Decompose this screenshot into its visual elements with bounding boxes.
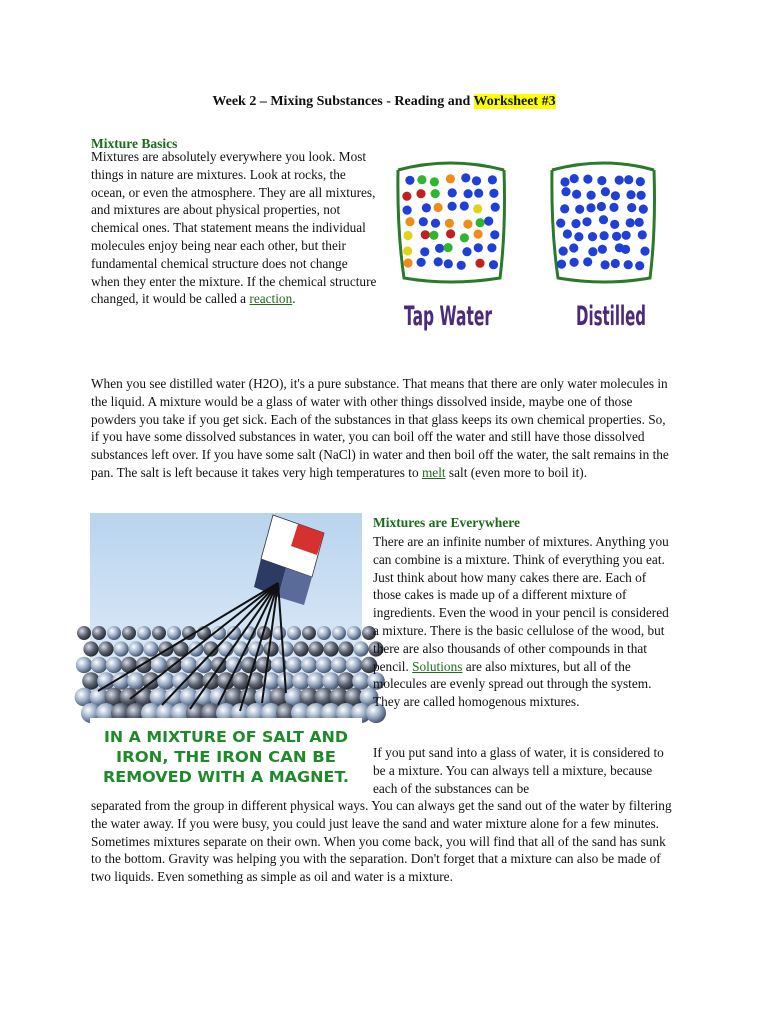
particle xyxy=(272,626,286,640)
molecule-dot xyxy=(570,174,579,183)
molecule-dot xyxy=(556,219,565,228)
molecule-dot xyxy=(624,175,633,184)
molecule-dot xyxy=(569,243,578,252)
page-title xyxy=(0,94,768,110)
particle xyxy=(83,641,98,656)
molecule-dot xyxy=(570,258,579,267)
particle xyxy=(337,672,355,690)
tap-water-label: Tap Water xyxy=(404,301,493,332)
molecule-dot xyxy=(559,247,568,256)
particle xyxy=(316,657,332,673)
molecule-dot xyxy=(610,220,619,229)
molecule-dot xyxy=(627,203,636,212)
molecule-dot xyxy=(597,176,606,185)
molecule-dot xyxy=(430,177,439,186)
particle xyxy=(302,626,316,640)
particle xyxy=(76,657,92,673)
particle xyxy=(323,641,338,656)
molecule-dot xyxy=(488,175,497,184)
particle xyxy=(107,626,121,640)
particle xyxy=(293,641,308,656)
molecule-dot xyxy=(588,247,597,256)
particle xyxy=(122,626,136,640)
molecule-dot xyxy=(615,176,624,185)
molecule-dot xyxy=(560,204,569,213)
molecule-dot xyxy=(583,175,592,184)
molecule-dot xyxy=(463,220,472,229)
tap-vs-distilled-figure xyxy=(390,150,670,350)
molecule-dot xyxy=(457,261,466,270)
molecule-dot xyxy=(640,247,649,256)
molecule-dot xyxy=(563,229,572,238)
particle xyxy=(167,626,181,640)
distilled-beaker xyxy=(552,163,655,282)
molecule-dot xyxy=(460,233,469,242)
molecule-dot xyxy=(626,190,635,199)
particle xyxy=(137,626,151,640)
intro-end: . xyxy=(292,291,296,307)
molecule-dot xyxy=(474,189,483,198)
molecule-dot xyxy=(611,259,620,268)
molecule-dot xyxy=(475,259,484,268)
molecule-dot xyxy=(572,190,581,199)
particle xyxy=(331,657,347,673)
particle xyxy=(332,626,346,640)
molecule-dot xyxy=(636,177,645,186)
molecule-dot xyxy=(597,202,606,211)
molecule-dot xyxy=(445,219,454,228)
molecule-dot xyxy=(448,188,457,197)
molecule-dot xyxy=(622,231,631,240)
molecule-dot xyxy=(416,189,425,198)
reaction-link[interactable]: reaction xyxy=(249,291,293,307)
magnet-mixture-figure xyxy=(90,513,362,793)
particle xyxy=(82,672,100,690)
molecule-dot xyxy=(588,232,597,241)
molecule-dot xyxy=(621,245,630,254)
molecule-dot xyxy=(474,230,483,239)
molecule-dot xyxy=(639,205,648,214)
molecule-dot xyxy=(490,230,499,239)
molecule-dot xyxy=(601,187,610,196)
particle xyxy=(172,672,190,690)
molecule-dot xyxy=(598,245,607,254)
molecule-dot xyxy=(460,201,469,210)
molecule-dot xyxy=(599,215,608,224)
particle xyxy=(346,657,362,673)
molecule-dot xyxy=(403,206,412,215)
solutions-link[interactable]: Solutions xyxy=(412,658,463,674)
molecule-dot xyxy=(489,189,498,198)
molecule-dot xyxy=(635,261,644,270)
molecule-dot xyxy=(405,217,414,226)
particle xyxy=(128,641,143,656)
molecule-dot xyxy=(403,231,412,240)
molecule-dot xyxy=(484,217,493,226)
intro-paragraph xyxy=(91,148,379,308)
particle xyxy=(292,672,310,690)
section-heading-mixture-basics: Mixture Basics xyxy=(91,136,178,151)
particle xyxy=(317,626,331,640)
particle xyxy=(92,626,106,640)
molecule-dot xyxy=(638,230,647,239)
molecule-dot xyxy=(404,258,413,267)
molecule-dot xyxy=(446,174,455,183)
molecule-dot xyxy=(561,187,570,196)
molecule-dot xyxy=(557,260,566,269)
molecule-dot xyxy=(448,202,457,211)
molecule-dot xyxy=(421,230,430,239)
para2-text: When you see distilled water (H2O), it's a pure substance. That means that there are only water molecules in the liquid. A mixture would be a glass of water with other things dissolved inside, maybe one of those powders you take if you get sick. Each of the substances in that glass keeps its own chemical properties. So, if you have some dissolved substances in water, you can boil off the water and still have those dissolved substances left over. If you have some salt (NaCl) in water and then boil off the water, the salt remains in the pan. The salt is left because it takes very high temperatures to xyxy=(91,376,669,480)
molecule-dot xyxy=(444,259,453,268)
particle xyxy=(338,641,353,656)
section-heading-mixtures-everywhere: Mixtures are Everywhere xyxy=(373,515,520,530)
molecule-dot xyxy=(489,260,498,269)
caption-line-1: IN A MIXTURE OF SALT AND xyxy=(104,728,348,746)
particle xyxy=(287,626,301,640)
particle xyxy=(353,641,368,656)
tap-water-beaker xyxy=(398,163,505,282)
molecule-dot xyxy=(417,258,426,267)
distilled-water-paragraph xyxy=(91,375,673,482)
intro-text: Mixtures are absolutely everywhere you look. Most things in nature are mixtures. Look at rocks, the ocean, or even the atmosphere. They are all mixtures, and mixtures are about physical properties, not chemical ones. That statement means the individual molecules enjoy being near each other, but their fundamental chemical structure does not change when they enter the mixture. If the chemical structure changed, it would be called a xyxy=(91,149,377,307)
particle xyxy=(143,641,158,656)
molecule-dot xyxy=(587,191,596,200)
sand-paragraph-start: If you put sand into a glass of water, it is considered to be a mixture. You can always tell a mixture, because each of the substances can be xyxy=(373,745,664,796)
melt-link[interactable]: melt xyxy=(421,464,446,480)
caption-line-3: REMOVED WITH A MAGNET. xyxy=(103,768,349,786)
molecule-dot xyxy=(491,203,500,212)
molecule-dot xyxy=(626,218,635,227)
particle xyxy=(91,657,107,673)
molecule-dot xyxy=(431,189,440,198)
section2-text-end: are also mixtures, but all of the molecules are evenly spread out through the system. They are called homogenous mixtures. xyxy=(373,658,652,710)
particle xyxy=(286,657,302,673)
molecule-dot xyxy=(472,176,481,185)
molecule-dot xyxy=(446,229,455,238)
molecule-dot xyxy=(476,218,485,227)
particle xyxy=(307,672,325,690)
molecule-dot xyxy=(417,175,426,184)
molecule-dot xyxy=(419,217,428,226)
distilled-label: Distilled xyxy=(576,301,646,332)
particle xyxy=(308,641,323,656)
particle xyxy=(347,626,361,640)
molecule-dot xyxy=(574,232,583,241)
molecule-dot xyxy=(637,191,646,200)
molecule-dot xyxy=(571,219,580,228)
molecule-dot xyxy=(462,247,471,256)
molecule-dot xyxy=(461,173,470,182)
molecule-dot xyxy=(609,203,618,212)
particle xyxy=(121,657,137,673)
molecule-dot xyxy=(431,219,440,228)
particle xyxy=(98,641,113,656)
molecule-dot xyxy=(435,244,444,253)
caption-line-2: IRON, THE IRON CAN BE xyxy=(116,748,336,766)
molecule-dot xyxy=(560,177,569,186)
sand-paragraph-rest: separated from the group in different physical ways. You can always get the sand out of the water by filtering the water away. If you were busy, you could just leave the sand and water mixture alone for a few minutes. Sometimes mixtures separate on their own. When you come back, you will find that all of the sand has sunk to the bottom. Gravity was helping you with the separation. Don't forget that a mixture can also be made of two liquids. Even something as simple as oil and water is a mixture. xyxy=(91,798,672,885)
particle xyxy=(196,657,212,673)
molecule-dot xyxy=(612,232,621,241)
particle xyxy=(263,641,278,656)
molecule-dot xyxy=(635,218,644,227)
molecule-dot xyxy=(583,257,592,266)
particle xyxy=(152,626,166,640)
molecule-dot xyxy=(600,231,609,240)
particle xyxy=(278,641,293,656)
particle xyxy=(322,672,340,690)
molecule-dot xyxy=(434,203,443,212)
molecule-dot xyxy=(586,203,595,212)
particle xyxy=(352,672,370,690)
particle xyxy=(127,672,145,690)
molecule-dot xyxy=(444,243,453,252)
molecule-dot xyxy=(474,243,483,252)
molecule-dot xyxy=(601,260,610,269)
molecule-dot xyxy=(402,192,411,201)
molecule-dot xyxy=(487,243,496,252)
molecule-dot xyxy=(405,176,414,185)
section2-text: There are an infinite number of mixtures. Anything you can combine is a mixture. Think of everything you eat. Just think about how many cakes there are. Each of those cakes is made up of a different mixture of ingredients. Even the wood in your pencil is considered a mixture. There is the basic cellulose of the wood, but there are also thousands of other compounds in that pencil. xyxy=(373,534,669,674)
mixtures-everywhere-paragraph xyxy=(373,533,673,711)
title-text: Week 2 – Mixing Substances - Reading and xyxy=(212,94,474,109)
molecule-dot xyxy=(403,246,412,255)
molecule-dot xyxy=(429,231,438,240)
molecule-dot xyxy=(473,204,482,213)
molecule-dot xyxy=(422,203,431,212)
molecule-dot xyxy=(624,260,633,269)
para2-text-end: salt (even more to boil it). xyxy=(445,464,588,480)
title-highlight: Worksheet #3 xyxy=(473,94,556,109)
particle xyxy=(256,657,272,673)
particle xyxy=(301,657,317,673)
molecule-dot xyxy=(582,217,591,226)
molecule-dot xyxy=(611,191,620,200)
molecule-dot xyxy=(434,257,443,266)
molecule-dot xyxy=(464,189,473,198)
particle xyxy=(106,657,122,673)
particle xyxy=(77,626,91,640)
particle xyxy=(113,641,128,656)
molecule-dot xyxy=(575,205,584,214)
molecule-dot xyxy=(420,247,429,256)
